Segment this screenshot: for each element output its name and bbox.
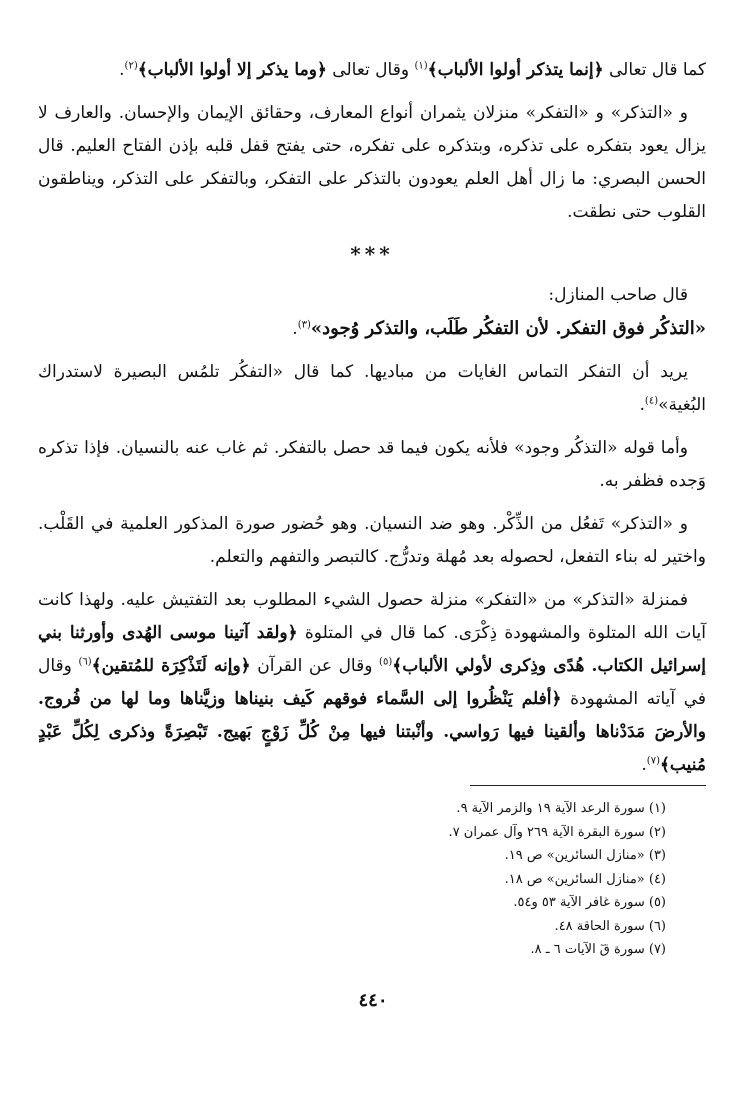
footnote-3: (٣) «منازل السائرين» ص ١٩. [504, 848, 666, 863]
text-span: وقال عن القرآن [250, 656, 380, 676]
text-span: وقال تعالى [326, 60, 415, 80]
text-span: فمنزلة «التذكر» من «التفكر» منزلة حصول الشيء المطلوب بعد التفتيش عليه. ولهذا كانت آيات الله المتلوة والمشهودة ذِكْرَى. كما قال في المتلوة [38, 590, 706, 643]
text-span: وقال في آياته المشهودة [38, 656, 706, 709]
footnote-ref: (٦) [78, 656, 92, 668]
text-span: . [641, 755, 647, 775]
footnote-ref: (١) [414, 60, 428, 72]
footnotes [449, 797, 666, 962]
text-span: . [639, 395, 645, 415]
quoted-heading: «التذكُر فوق التفكر. لأن التفكُر طَلَب، والتذكر وُجود» [310, 318, 706, 339]
paragraph-3: قال صاحب المنازل: [548, 285, 688, 305]
footnote-7: (٧) سورة قٓ الآيات ٦ ـ ٨. [530, 942, 666, 957]
text-span: . [119, 60, 125, 80]
footnote-ref: (٤) [644, 395, 659, 407]
quran-quote: ﴿ولقد آتينا موسى الهُدى وأورثنا بني إسرائيل الكتاب. هُدًى وذِكرى لأولي الألباب﴾ [38, 623, 706, 676]
paragraph-8 [38, 584, 706, 782]
paragraph-4 [38, 312, 706, 346]
footnote-5: (٥) سورة غافر الآية ٥٣ و٥٤. [513, 895, 666, 910]
footnote-ref: (٢) [124, 60, 138, 72]
paragraph-2: و «التذكر» و «التفكر» منزلان يثمران أنواع المعارف، وحقائق الإيمان والإحسان. والعارف لا يزال يعود بتفكره على تذكره، وبتذكره على تفكره، حتى يفتح قفل قلبه بإذن الفتاح العليم. قال الحسن البصري: ما زال أهل العلم يعودون بالتذكر على التفكر، وبالتفكر على التذكر، ويناطقون القلوب حتى نطقت. [38, 103, 706, 222]
paragraph-5 [38, 356, 706, 422]
footnote-ref: (٥) [379, 656, 393, 668]
footnote-4: (٤) «منازل السائرين» ص ١٨. [504, 871, 666, 887]
text-span: كما قال تعالى [603, 60, 706, 80]
footnote-2: (٢) سورة البقرة الآية ٢٦٩ وآل عمران ٧. [448, 824, 666, 840]
main-text [38, 54, 706, 782]
page-number: ٤٤٠ [358, 990, 388, 1011]
section-divider: *** [350, 242, 394, 266]
footnote-6: (٦) سورة الحاقة ٤٨. [554, 918, 666, 934]
quran-quote: ﴿وإنه لَتَذْكِرَة للمُتقين﴾ [91, 656, 251, 676]
footnote-ref: (٣) [297, 319, 311, 331]
text-span: . [292, 319, 298, 339]
footnote-1: (١) سورة الرعد الآية ١٩ والزمر الآية ٩. [456, 801, 666, 816]
paragraph-7: و «التذكر» تَفعُل من الذِّكْر. وهو ضد النسيان. وهو حُضور صورة المذكور العلمية في القَلْب. واختير له بناء التفعل، لحصوله بعد مُهلة وتدرُّج. كالتبصر والتفهم والتعلم. [38, 514, 706, 567]
quran-quote: ﴿أفلم يَنْظُروا إلى السَّماء فوقهم كَيف بنيناها وزيَّناها وما لها من فُروج. والأرضَ مَدَدْناها وألقينا فيها رَواسي. وأنْبتنا فيها مِنْ كُلِّ زَوْجٍ بَهيج. تَبْصِرَةً وذكرى لِكُلِّ عَبْدٍ مُنيب﴾ [38, 689, 706, 775]
paragraph-1 [38, 54, 706, 87]
quran-quote: ﴿وما يذكر إلا أولوا الألباب﴾ [137, 60, 327, 80]
footnote-ref: (٧) [646, 755, 660, 767]
footnote-rule [470, 785, 706, 786]
paragraph-6: وأما قوله «التذكُر وجود» فلأنه يكون فيما قد حصل بالتفكر. ثم غاب عنه بالنسيان. فإذا تذكره وَجده فظفر به. [38, 438, 706, 491]
text-span: يريد أن التفكر التماس الغايات من مباديها. كما قال «التفكُر تلمُس البصيرة لاستدراك البُغية» [38, 362, 706, 415]
quran-quote: ﴿إنما يتذكر أولوا الألباب﴾ [427, 60, 604, 80]
